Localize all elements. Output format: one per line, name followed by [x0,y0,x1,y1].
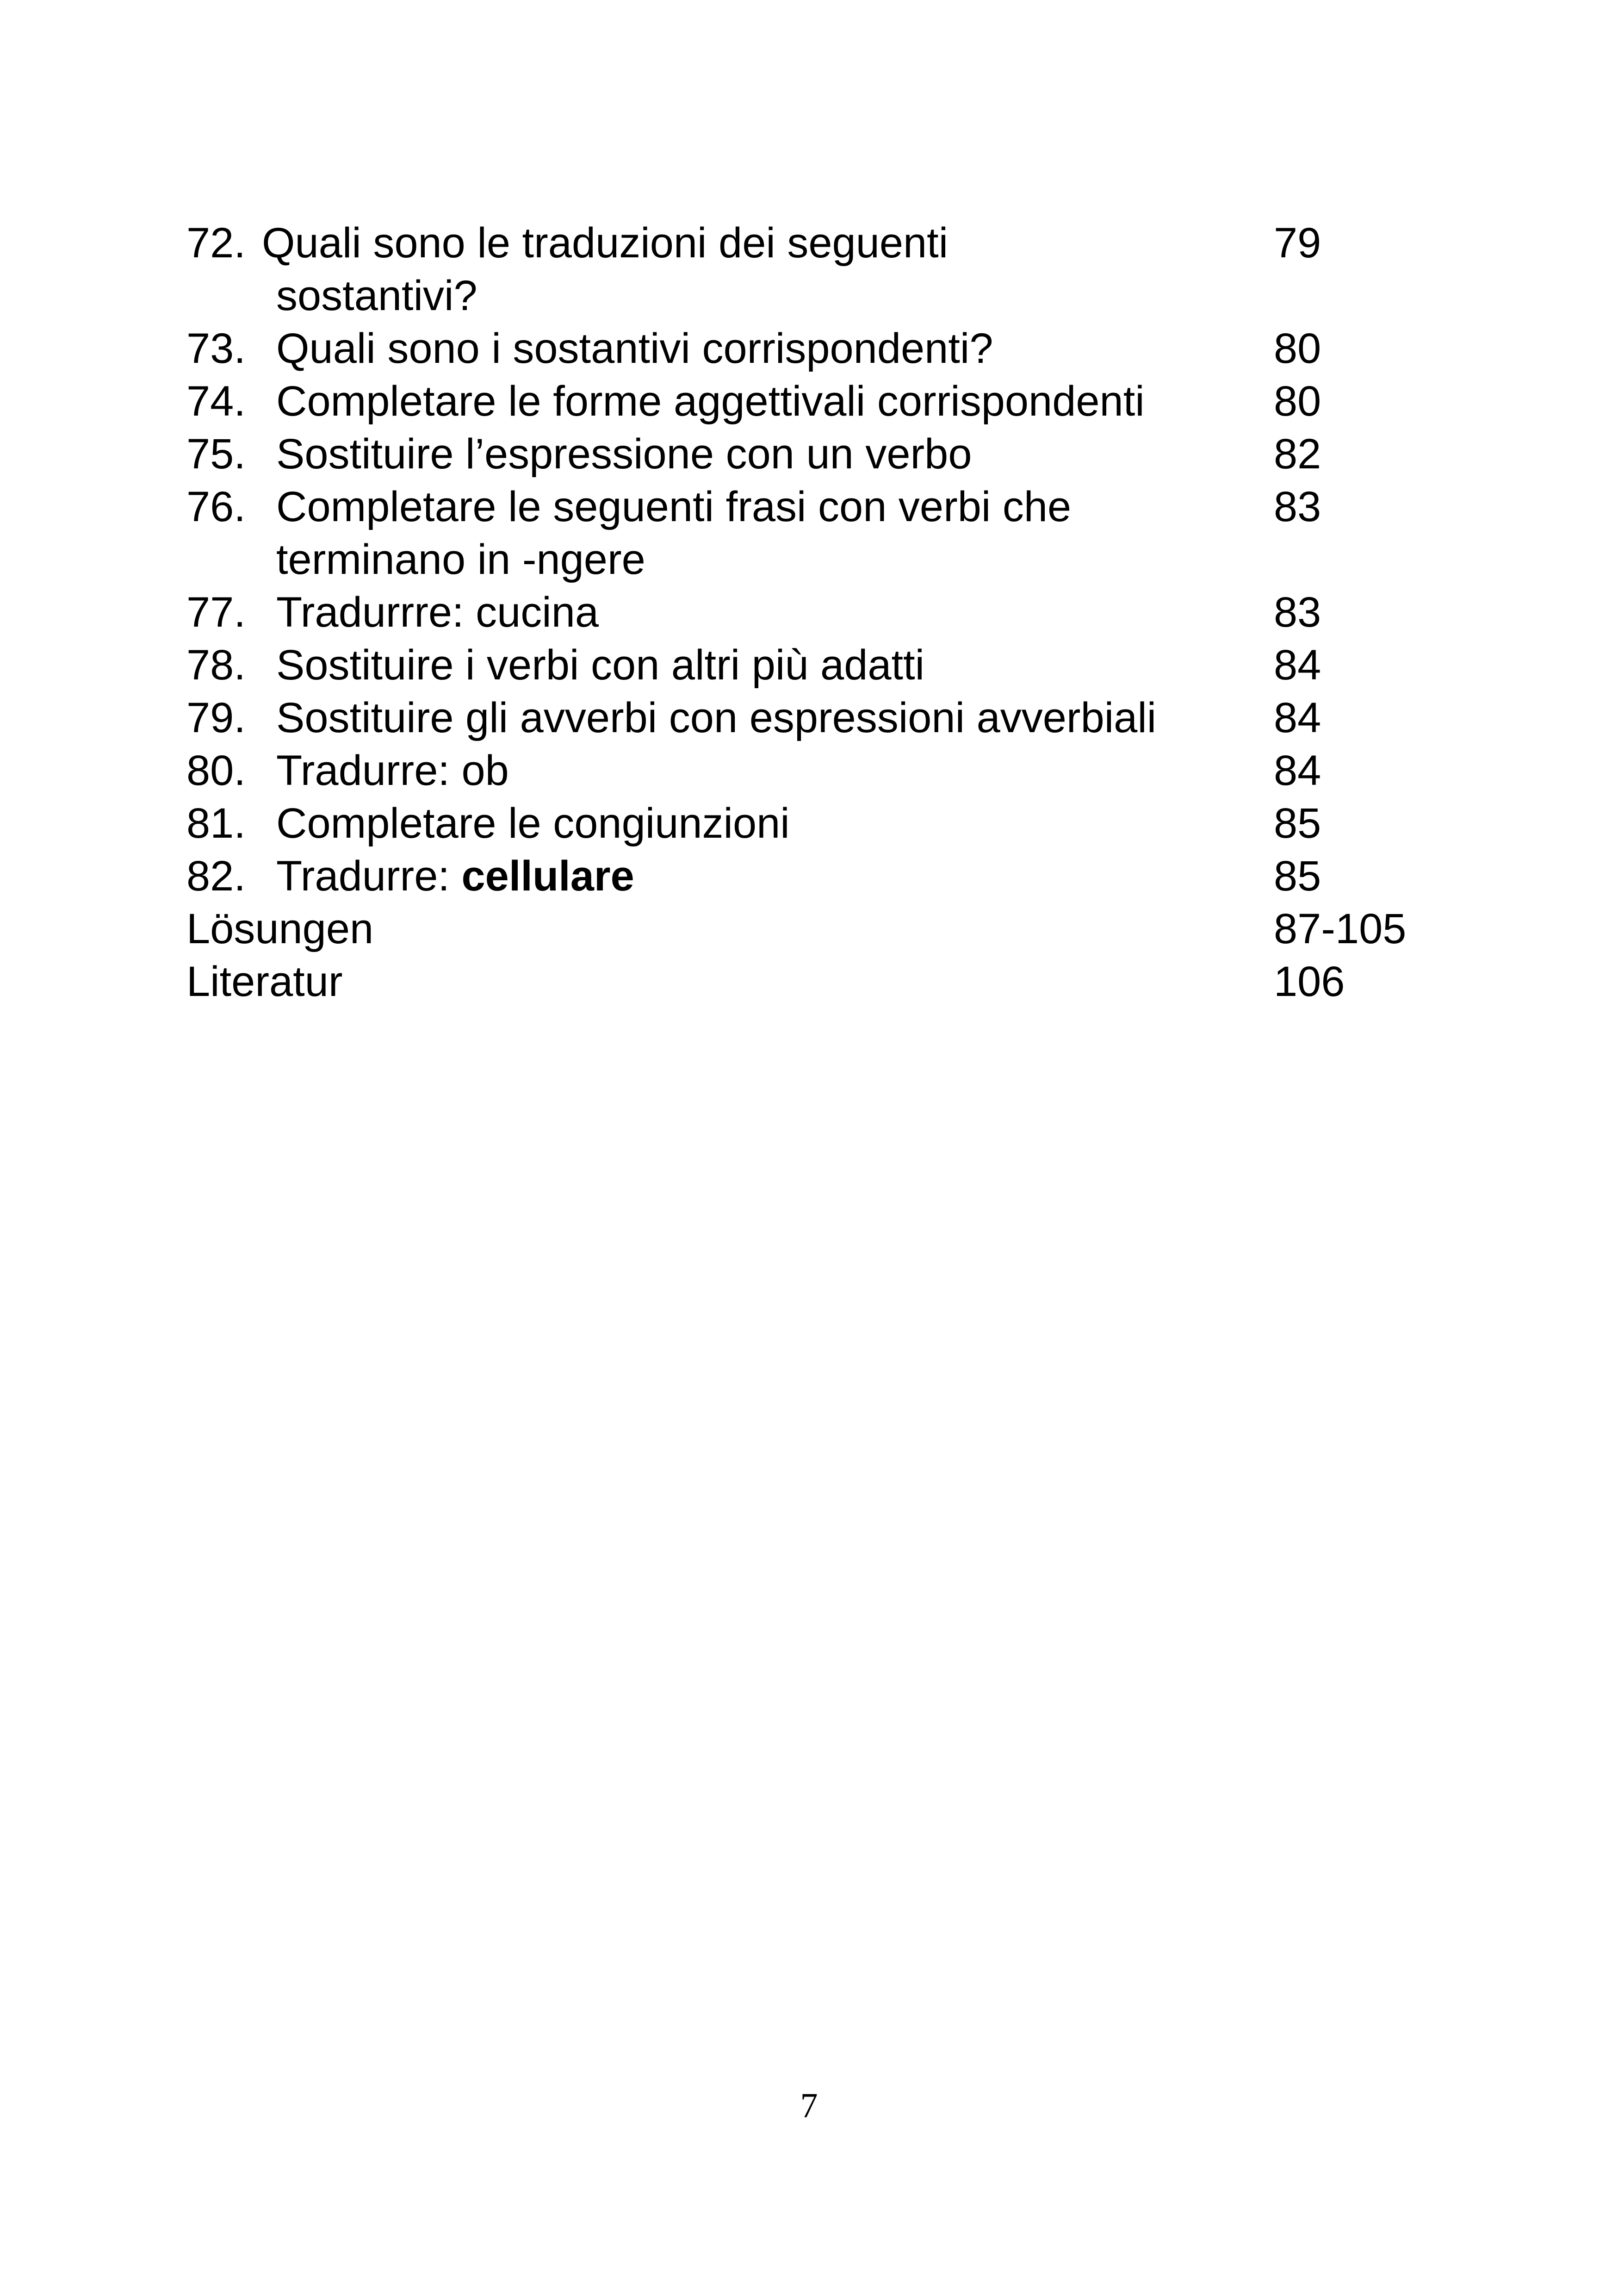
toc-entry-title: Tradurrre: cucina [276,589,599,636]
toc-entry-page: 83 [1274,589,1321,636]
toc-entry-73 [186,322,1482,375]
toc-entry-number: 72. [186,219,246,267]
toc-entry-72-continuation [186,269,1482,322]
toc-entry-82 [186,850,1482,902]
toc-entry-number: 73. [186,325,246,372]
toc-entry-number: 78. [186,641,246,689]
toc-entry-page: 84 [1274,747,1321,794]
toc-entry-number: 77. [186,589,246,636]
toc-entry-title: terminano in -ngere [276,536,645,583]
toc-entry-76-continuation [186,533,1482,586]
toc-entry-title: Literatur [186,958,343,1005]
toc-entry-title: Completare le seguenti frasi con verbi che [276,483,1072,530]
toc-entry-page: 87-105 [1274,905,1407,952]
toc-entry-number: 74. [186,378,246,425]
toc-entry-number: 81. [186,800,246,847]
toc-entry-number: 82. [186,852,246,900]
toc-entry-80 [186,744,1482,797]
toc-entry-loesungen [186,902,1482,955]
toc-entry-76 [186,480,1482,533]
toc-entry-title: Sostituire i verbi con altri più adatti [276,641,925,689]
toc-entry-title: Sostituire gli avverbi con espressioni avverbiali [276,694,1157,741]
toc-entry-title-bold: cellulare [461,852,634,900]
toc-entry-78 [186,639,1482,691]
toc-entry-title [276,850,634,902]
page-number: 7 [800,2086,818,2125]
toc-entry-page: 83 [1274,483,1321,530]
toc-entry-title: Completare le congiunzioni [276,800,790,847]
toc-entry-title: Quali sono i sostantivi corrispondenti? [276,325,993,372]
toc-entry-page: 84 [1274,694,1321,741]
toc-entry-number: 79. [186,694,246,741]
toc-entry-page: 82 [1274,430,1321,478]
toc-entry-title-prefix: Tradurre: [276,852,462,900]
toc-entry-title: Quali sono le traduzioni dei seguenti [262,219,948,267]
toc-entry-number: 76. [186,483,246,530]
toc-entry-81 [186,797,1482,850]
toc-entry-page: 79 [1274,219,1321,267]
toc-entry-number: 75. [186,430,246,478]
toc-entry-title: Sostituire l’espressione con un verbo [276,430,972,478]
toc-entry-79 [186,691,1482,744]
toc-entry-title: sostantivi? [276,272,477,319]
toc-entry-77 [186,586,1482,639]
toc-entry-title: Lösungen [186,905,374,952]
toc-entry-title: Completare le forme aggettivali corrispondenti [276,378,1145,425]
toc-entry-page: 84 [1274,641,1321,689]
toc-entry-75 [186,428,1482,480]
toc-entry-page: 80 [1274,378,1321,425]
toc-entry-74 [186,375,1482,428]
toc-entry-page: 106 [1274,958,1345,1005]
toc-entry-page: 85 [1274,852,1321,900]
toc-entry-page: 80 [1274,325,1321,372]
table-of-contents [186,217,1482,1008]
toc-entry-72 [186,217,1482,269]
toc-entry-title: Tradurre: ob [276,747,509,794]
toc-entry-literatur [186,955,1482,1008]
toc-entry-page: 85 [1274,800,1321,847]
toc-entry-number: 80. [186,747,246,794]
